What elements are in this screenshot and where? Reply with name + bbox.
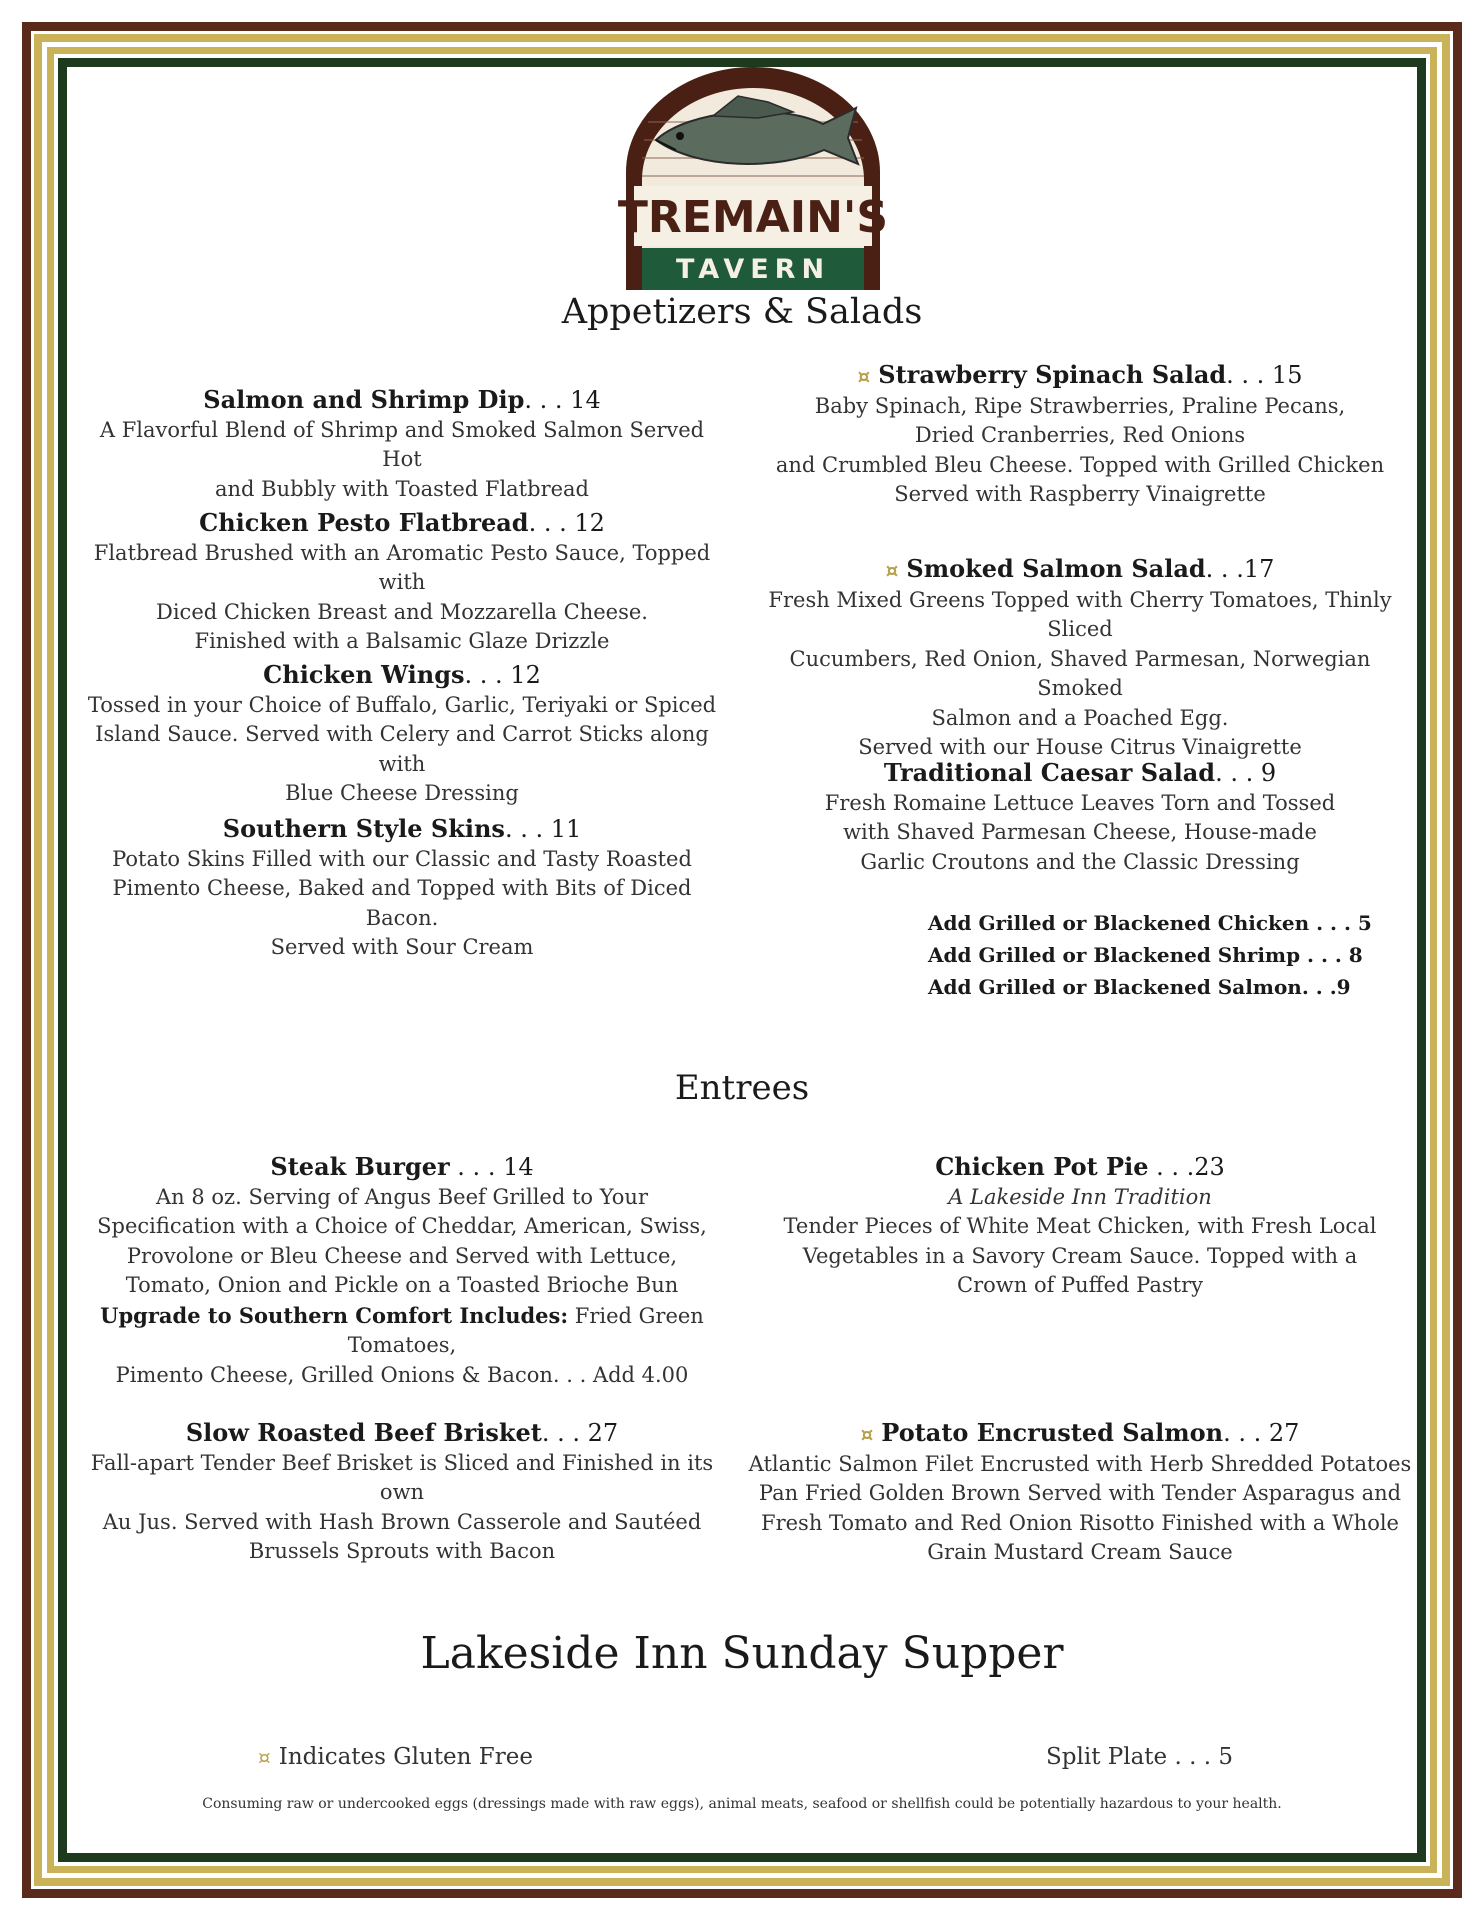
menu-item-caesar-salad	[744, 758, 1416, 877]
item-upgrade	[80, 1301, 724, 1361]
item-desc: Blue Cheese Dressing	[285, 781, 519, 805]
logo-subtitle: TAVERN	[675, 254, 831, 285]
menu-item-strawberry-spinach-salad	[744, 360, 1416, 510]
gluten-free-icon: ¤	[857, 364, 871, 388]
item-desc: Pimento Cheese, Baked and Topped with Bits of Diced Bacon.	[112, 876, 692, 930]
item-desc: Cucumbers, Red Onion, Shaved Parmesan, Norwegian Smoked	[789, 646, 1371, 700]
item-name: Salmon and Shrimp Dip	[203, 385, 525, 414]
salad-addons	[928, 907, 1372, 1003]
addon-chicken: Add Grilled or Blackened Chicken . . . 5	[928, 911, 1372, 935]
gluten-free-legend	[258, 1744, 533, 1770]
item-price: . . . 12	[464, 661, 541, 689]
item-name: Potato Encrusted Salmon	[881, 1418, 1224, 1447]
item-desc: Potato Skins Filled with our Classic and Tasty Roasted	[112, 846, 692, 871]
menu-item-steak-burger	[80, 1152, 724, 1390]
item-desc: Served with Raspberry Vinaigrette	[894, 482, 1266, 506]
item-desc: Provolone or Bleu Cheese and Served with Lettuce,	[126, 1243, 678, 1268]
menu-item-salmon-shrimp-dip	[80, 385, 724, 504]
item-name: Traditional Caesar Salad	[883, 758, 1216, 787]
tremains-tavern-logo	[618, 62, 888, 290]
item-desc: Fall-apart Tender Beef Brisket is Sliced and Finished in its own	[90, 1450, 714, 1504]
item-desc: Salmon and a Poached Egg.	[931, 705, 1229, 730]
addon-shrimp: Add Grilled or Blackened Shrimp . . . 8	[928, 943, 1363, 967]
gluten-free-note: Indicates Gluten Free	[278, 1744, 533, 1770]
item-name: Southern Style Skins	[222, 814, 505, 843]
item-desc: Garlic Croutons and the Classic Dressing	[860, 849, 1300, 874]
menu-item-southern-style-skins	[80, 814, 724, 963]
item-price: . . . 14	[449, 1153, 534, 1181]
item-desc: Brussels Sprouts with Bacon	[248, 1539, 556, 1563]
item-price: . . . 11	[504, 815, 582, 843]
item-desc: with Shaved Parmesan Cheese, House-made	[843, 820, 1317, 844]
item-price: . . .23	[1148, 1153, 1225, 1181]
upgrade-text: Fried Green Tomatoes,	[347, 1303, 704, 1357]
item-price: . . . 27	[1223, 1419, 1300, 1447]
item-desc: and Bubbly with Toasted Flatbread	[214, 476, 589, 501]
item-name: Slow Roasted Beef Brisket	[185, 1418, 542, 1447]
menu-item-beef-brisket	[80, 1418, 724, 1567]
gluten-free-icon: ¤	[258, 1745, 271, 1769]
section-heading-appetizers: Appetizers & Salads	[561, 292, 923, 332]
item-desc: Crown of Puffed Pastry	[957, 1273, 1203, 1297]
item-desc: Tomato, Onion and Pickle on a Toasted Brioche Bun	[125, 1273, 679, 1297]
item-desc: Fresh Mixed Greens Topped with Cherry Tomatoes, Thinly Sliced	[768, 587, 1392, 641]
item-desc: Au Jus. Served with Hash Brown Casserole and Sautéed	[102, 1509, 702, 1534]
item-price: . . . 27	[541, 1419, 619, 1447]
item-desc: Vegetables in a Savory Cream Sauce. Topped with a	[802, 1243, 1358, 1268]
health-disclaimer: Consuming raw or undercooked eggs (dressings made with raw eggs), animal meats, seafood or shellfish could be potentially hazardous to your health.	[202, 1796, 1282, 1812]
item-desc: Grain Mustard Cream Sauce	[927, 1540, 1233, 1564]
item-name: Chicken Pesto Flatbread	[199, 508, 529, 537]
menu-item-chicken-wings	[80, 660, 724, 809]
item-desc: Pimento Cheese, Grilled Onions & Bacon. . . Add 4.00	[115, 1362, 689, 1387]
item-name: Strawberry Spinach Salad	[878, 360, 1227, 389]
item-name: Steak Burger	[270, 1152, 450, 1181]
menu-item-potato-encrusted-salmon	[744, 1418, 1416, 1568]
item-desc: Fresh Romaine Lettuce Leaves Torn and Tossed	[824, 790, 1336, 815]
item-desc: Served with Sour Cream	[270, 935, 534, 959]
item-desc: Fresh Tomato and Red Onion Risotto Finished with a Whole	[761, 1510, 1399, 1535]
item-desc: Served with our House Citrus Vinaigrette	[858, 735, 1302, 759]
addon-salmon: Add Grilled or Blackened Salmon. . .9	[928, 975, 1351, 999]
item-price: . . . 14	[524, 386, 601, 414]
item-desc: An 8 oz. Serving of Angus Beef Grilled to Your	[156, 1184, 648, 1209]
item-desc: Tossed in your Choice of Buffalo, Garlic, Teriyaki or Spiced	[87, 692, 717, 717]
item-desc: Island Sauce. Served with Celery and Carrot Sticks along with	[95, 722, 709, 776]
split-plate-note: Split Plate . . . 5	[1046, 1744, 1233, 1770]
item-price: . . . 12	[528, 509, 605, 537]
item-price: . . . 9	[1215, 759, 1277, 787]
item-desc: A Flavorful Blend of Shrimp and Smoked Salmon Served Hot	[99, 417, 705, 471]
item-name: Smoked Salmon Salad	[906, 554, 1206, 583]
item-desc: Finished with a Balsamic Glaze Drizzle	[194, 629, 610, 653]
item-desc: Tender Pieces of White Meat Chicken, with Fresh Local	[783, 1214, 1377, 1238]
menu-item-chicken-pot-pie	[744, 1152, 1416, 1301]
menu-item-smoked-salmon-salad	[744, 554, 1416, 763]
upgrade-label: Upgrade to Southern Comfort Includes:	[100, 1302, 569, 1328]
item-name: Chicken Pot Pie	[935, 1152, 1149, 1181]
item-desc: Dried Cranberries, Red Onions	[914, 423, 1246, 447]
item-desc: Specification with a Choice of Cheddar, American, Swiss,	[97, 1214, 707, 1238]
item-desc: and Crumbled Bleu Cheese. Topped with Grilled Chicken	[775, 452, 1385, 477]
item-tagline: A Lakeside Inn Tradition	[948, 1184, 1212, 1209]
section-heading-entrees: Entrees	[674, 1068, 810, 1108]
item-price: . . . 15	[1226, 361, 1303, 389]
item-price: . . .17	[1205, 555, 1275, 583]
gluten-free-icon: ¤	[860, 1422, 874, 1446]
item-desc: Baby Spinach, Ripe Strawberries, Praline Pecans,	[814, 393, 1346, 418]
item-name: Chicken Wings	[263, 660, 465, 689]
item-desc: Pan Fried Golden Brown Served with Tender Asparagus and	[758, 1481, 1402, 1505]
item-desc: Diced Chicken Breast and Mozzarella Cheese.	[156, 599, 648, 624]
menu-item-chicken-pesto-flatbread	[80, 508, 724, 657]
item-desc: Flatbread Brushed with an Aromatic Pesto Sauce, Topped with	[93, 540, 711, 594]
item-desc: Atlantic Salmon Filet Encrusted with Herb Shredded Potatoes	[748, 1451, 1412, 1476]
section-heading-sunday-supper: Lakeside Inn Sunday Supper	[420, 1628, 1064, 1679]
gluten-free-icon: ¤	[885, 558, 899, 582]
logo-title: TREMAIN'S	[618, 192, 888, 243]
